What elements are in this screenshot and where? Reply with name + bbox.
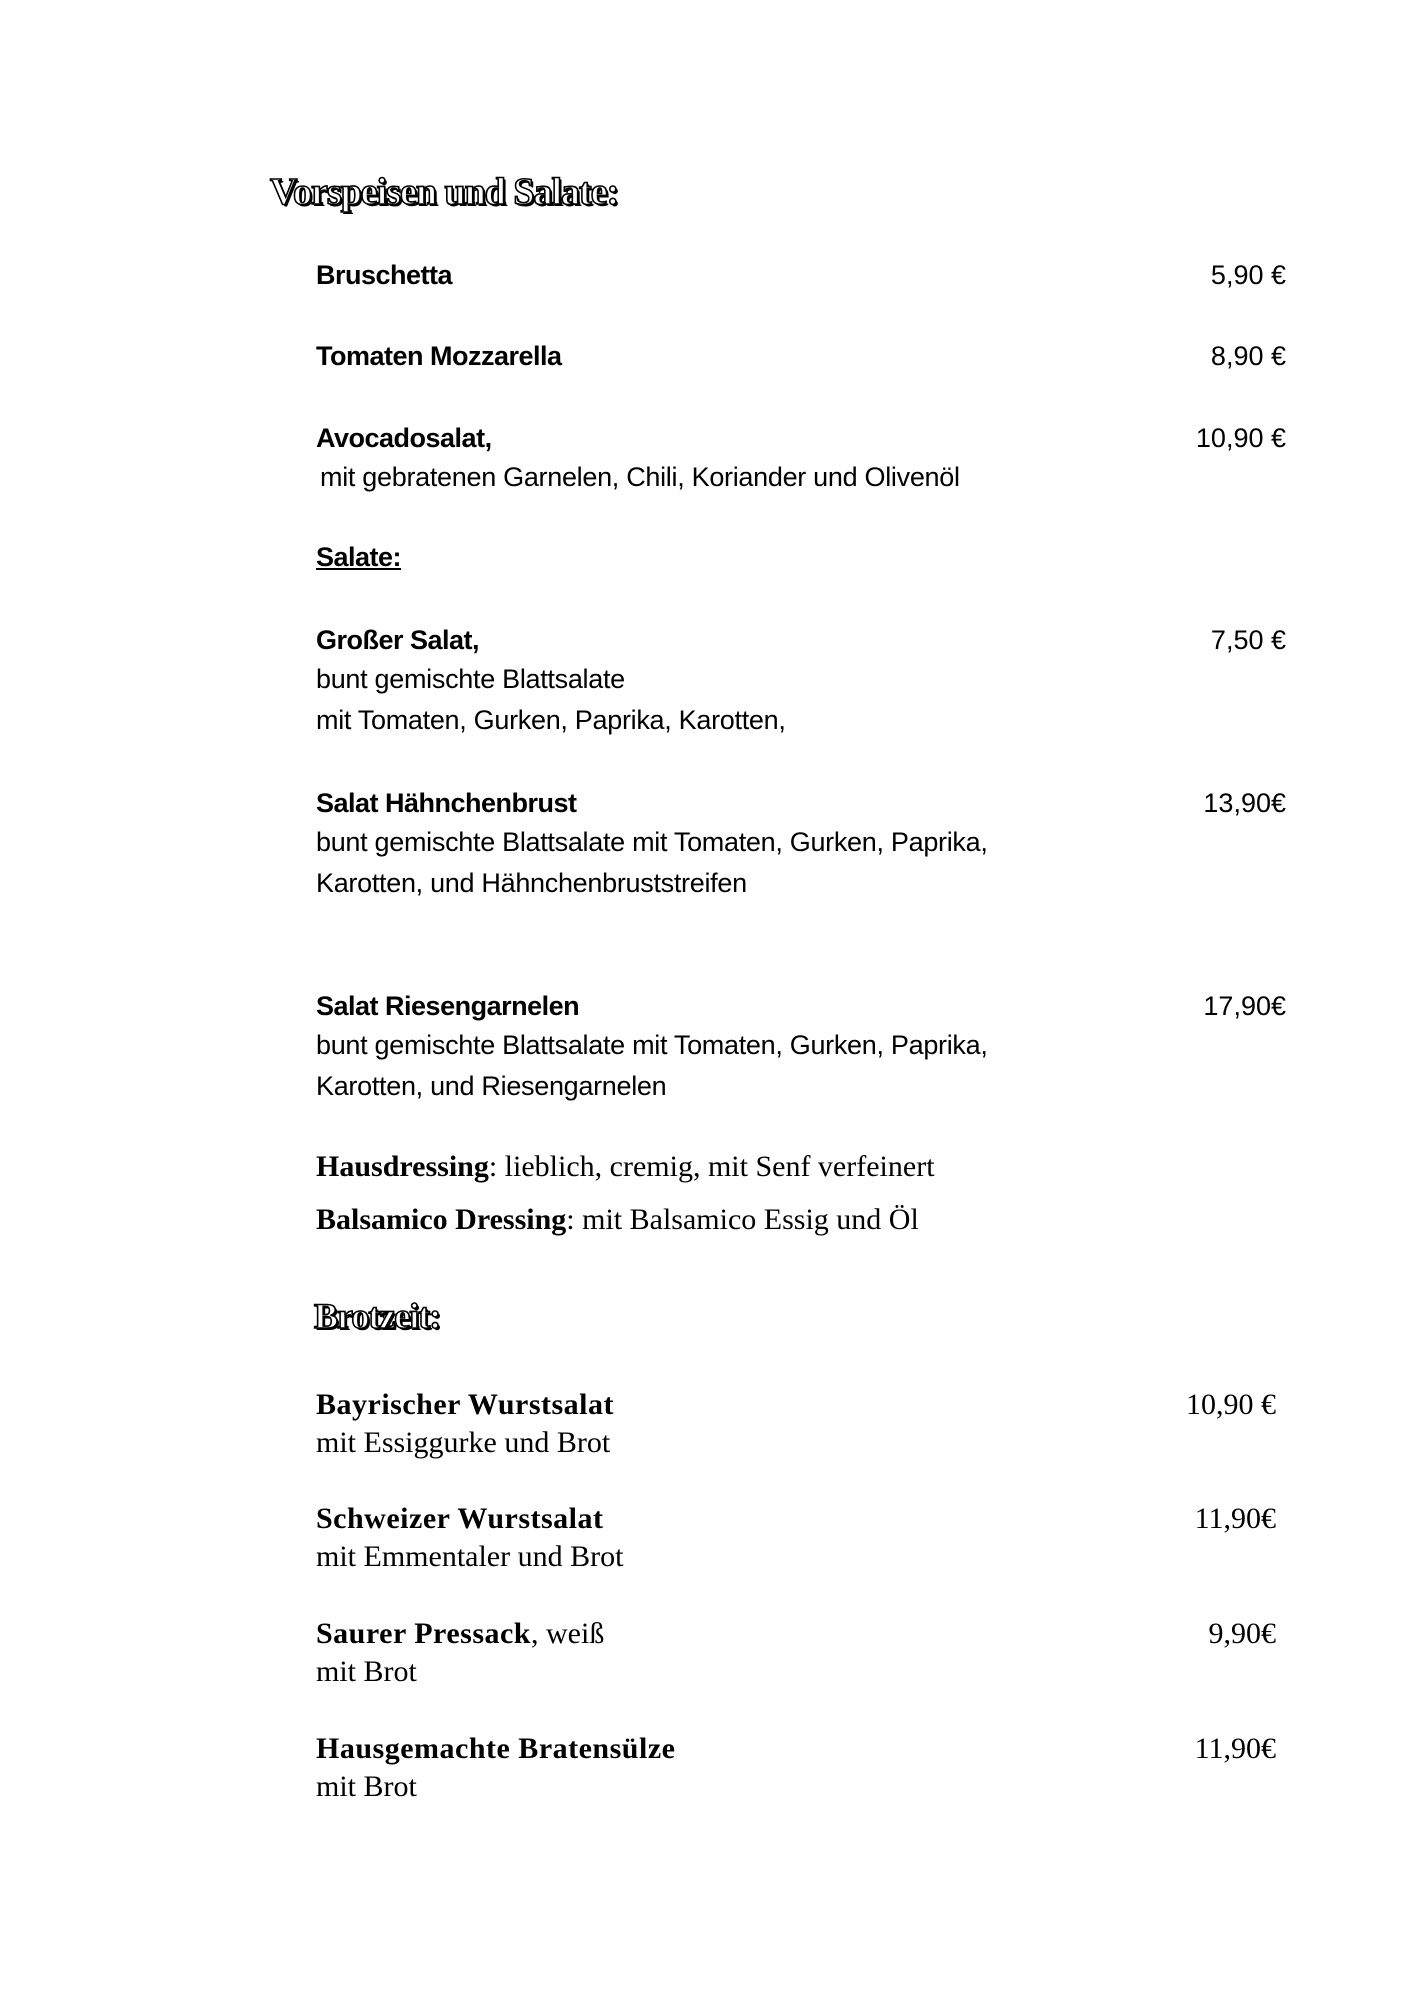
menu-item-bruschetta [316, 256, 1286, 294]
dressing-description: : lieblich, cremig, mit Senf verfeinert [488, 1150, 935, 1183]
item-description: mit Brot [316, 1770, 417, 1803]
menu-item-salat-riesengarnelen [316, 987, 1286, 1107]
menu-item-grosser-salat [316, 621, 1286, 741]
menu-item-saurer-pressack [316, 1615, 1276, 1691]
item-description: bunt gemischte Blattsalate [316, 664, 625, 694]
item-name: Salat Riesengarnelen [316, 991, 580, 1021]
menu-item-hausgemachte-bratensuelze [316, 1730, 1276, 1806]
menu-item-salat-haehnchenbrust [316, 784, 1286, 904]
item-description: Karotten, und Hähnchenbruststreifen [316, 868, 747, 898]
dressing-name: Hausdressing [316, 1150, 489, 1183]
item-name: Tomaten Mozzarella [316, 341, 562, 371]
item-name: Bayrischer Wurstsalat [316, 1388, 615, 1421]
item-description: bunt gemischte Blattsalate mit Tomaten, Gurken, Paprika, [316, 827, 988, 857]
item-description: Karotten, und Riesengarnelen [316, 1071, 667, 1101]
item-name: Schweizer Wurstsalat [316, 1502, 604, 1535]
item-description: bunt gemischte Blattsalate mit Tomaten, Gurken, Paprika, [316, 1030, 988, 1060]
menu-item-schweizer-wurstsalat [316, 1500, 1276, 1576]
item-name-line [316, 1615, 1276, 1653]
item-description: mit Tomaten, Gurken, Paprika, Karotten, [316, 705, 786, 735]
item-price: 11,90€ [1194, 1502, 1276, 1535]
item-name: Bruschetta [316, 260, 453, 290]
item-name: Hausgemachte Bratensülze [316, 1732, 676, 1765]
item-name: Großer Salat, [316, 625, 480, 655]
item-name: Saurer Pressack [316, 1617, 531, 1650]
item-description: mit Brot [316, 1655, 417, 1688]
dressing-name: Balsamico Dressing [316, 1203, 567, 1236]
menu-item-bayrischer-wurstsalat [316, 1386, 1276, 1462]
menu-item-tomaten-mozzarella [316, 337, 1286, 375]
item-price: 10,90 € [1186, 1388, 1276, 1421]
section-heading-salate: Salate: [316, 542, 402, 572]
item-price: 5,90 € [1210, 260, 1286, 290]
item-name: Avocadosalat, [316, 423, 492, 453]
item-description: mit Essiggurke und Brot [316, 1426, 611, 1459]
item-price: 11,90€ [1194, 1732, 1276, 1765]
item-price: 13,90€ [1203, 788, 1286, 818]
item-name: Salat Hähnchenbrust [316, 788, 577, 818]
menu-item-avocadosalat [316, 419, 1286, 498]
section-heading-vorspeisen: Vorspeisen und Salate: [270, 171, 619, 213]
dressing-hausdressing [316, 1150, 935, 1184]
dressing-description: : mit Balsamico Essig und Öl [566, 1203, 919, 1236]
item-price: 9,90€ [1208, 1617, 1276, 1650]
section-heading-brotzeit: Brotzeit: [314, 1296, 441, 1336]
item-price: 8,90 € [1210, 341, 1286, 371]
item-price: 7,50 € [1210, 625, 1286, 655]
item-name-suffix: , weiß [531, 1617, 605, 1650]
item-description: mit gebratenen Garnelen, Chili, Koriander und Olivenöl [320, 462, 960, 492]
item-price: 17,90€ [1203, 991, 1286, 1021]
item-price: 10,90 € [1195, 423, 1286, 453]
dressing-balsamico [316, 1203, 919, 1237]
item-description: mit Emmentaler und Brot [316, 1540, 624, 1573]
